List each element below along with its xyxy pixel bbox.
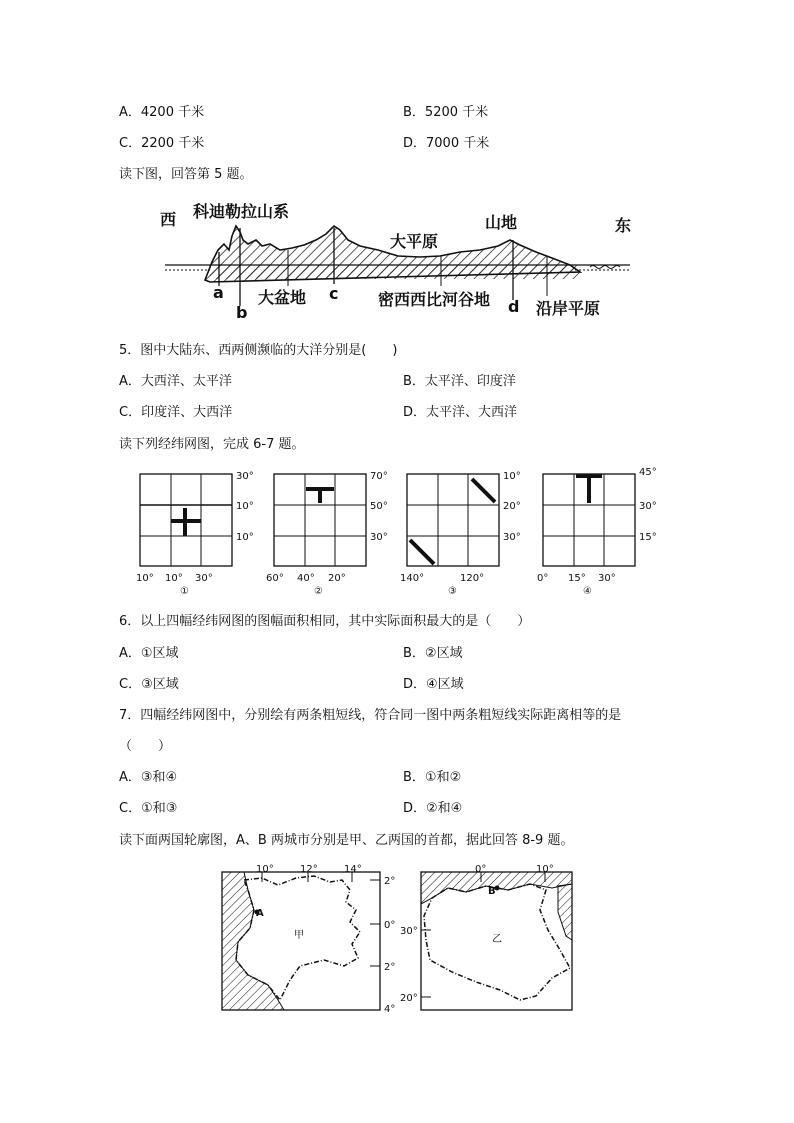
grid-4-lon-1: 0°	[537, 573, 549, 584]
grid-1-caption: ①	[180, 586, 189, 597]
left-map-city-label: A	[256, 908, 264, 919]
grid-1-lat-1: 30°	[236, 471, 254, 482]
q6-option-c: C．③区域	[119, 677, 179, 692]
q5-option-c: C．印度洋、大西洋	[119, 405, 233, 420]
grid-4-lon-2: 15°	[568, 573, 586, 584]
q5-option-b: B．太平洋、印度洋	[403, 374, 516, 389]
grid-4-lat-3: 15°	[639, 532, 657, 543]
q7-stem: 7．四幅经纬网图中，分别绘有两条粗短线，符合同一图中两条粗短线实际距离相等的是	[119, 708, 622, 723]
profile-cordillera-label: 科迪勒拉山系	[193, 202, 290, 221]
right-map-lon-1: 0°	[475, 864, 487, 875]
q5-stem: 5．图中大陆东、西两侧濒临的大洋分别是( )	[119, 343, 398, 358]
profile-coastal-label: 沿岸平原	[536, 299, 601, 318]
q4-option-d: D．7000 千米	[403, 136, 490, 151]
intro-q6-7: 读下列经纬网图，完成 6-7 题。	[119, 437, 305, 452]
left-map-lon-3: 14°	[344, 864, 362, 875]
grid-1-lat-3: 10°	[236, 532, 254, 543]
q6-stem: 6．以上四幅经纬网图的图幅面积相同，其中实际面积最大的是（ ）	[119, 614, 531, 629]
q6-option-d: D．④区域	[403, 677, 464, 692]
grid-1-lat-2: 10°	[236, 501, 254, 512]
grid-3-lat-3: 30°	[503, 532, 521, 543]
grid-2-caption: ②	[314, 586, 323, 597]
profile-plain-label: 大平原	[390, 232, 439, 251]
q4-option-b: B．5200 千米	[403, 105, 489, 120]
left-map-lon-2: 12°	[300, 864, 318, 875]
left-map-country-label: 甲	[294, 930, 304, 941]
left-map-lon-1: 10°	[256, 864, 274, 875]
q6-option-a: A．①区域	[119, 646, 179, 661]
grid-2-lon-2: 40°	[297, 573, 315, 584]
q5-option-a: A．大西洋、太平洋	[119, 374, 232, 389]
grid-4-caption: ④	[583, 586, 592, 597]
q7-option-c: C．①和③	[119, 801, 178, 816]
profile-west-label: 西	[160, 210, 177, 229]
q4-option-c: C．2200 千米	[119, 136, 205, 151]
q7-option-d: D．②和④	[403, 801, 463, 816]
profile-marker-b: b	[236, 303, 248, 322]
right-map-city-label: B	[488, 886, 496, 897]
grid-2-lat-2: 50°	[370, 501, 388, 512]
grid-2-lon-3: 20°	[328, 573, 346, 584]
q6-option-b: B．②区域	[403, 646, 463, 661]
right-map-lat-1: 30°	[400, 926, 418, 937]
grid-3-lat-2: 20°	[503, 501, 521, 512]
grid-1-lon-2: 10°	[165, 573, 183, 584]
q7-option-b: B．①和②	[403, 770, 462, 785]
grid-2-lat-3: 30°	[370, 532, 388, 543]
right-map-country-label: 乙	[492, 934, 502, 945]
right-map-lon-2: 10°	[536, 864, 554, 875]
profile-east-label: 东	[615, 216, 632, 235]
profile-marker-c: c	[329, 284, 339, 303]
grid-3-lat-1: 10°	[503, 471, 521, 482]
grid-3-lon-2: 120°	[460, 573, 485, 584]
intro-q8-9: 读下面两国轮廓图，A、B 两城市分别是甲、乙两国的首都，据此回答 8-9 题。	[119, 833, 574, 848]
left-map-lat-3: 2°	[384, 962, 396, 973]
profile-basin-label: 大盆地	[258, 288, 307, 307]
left-map-lat-2: 0°	[384, 920, 396, 931]
grid-4-lat-1: 45°	[639, 467, 657, 478]
q5-option-d: D．太平洋、大西洋	[403, 405, 518, 420]
q4-option-a: A．4200 千米	[119, 105, 205, 120]
profile-marker-d: d	[508, 297, 520, 316]
grid-3-lon-1: 140°	[400, 573, 425, 584]
grid-3-caption: ③	[448, 586, 457, 597]
intro-q5: 读下图，回答第 5 题。	[119, 167, 253, 182]
grid-1-lon-3: 30°	[195, 573, 213, 584]
grid-1-lon-1: 10°	[136, 573, 154, 584]
q7-stem-bracket: （ ）	[119, 739, 172, 754]
profile-valley-label: 密西西比河谷地	[378, 290, 491, 309]
right-map-lat-2: 20°	[400, 993, 418, 1004]
grid-4-lat-2: 30°	[639, 501, 657, 512]
grid-2-lat-1: 70°	[370, 471, 388, 482]
left-map-lat-4: 4°	[384, 1004, 396, 1015]
profile-mountain-label: 山地	[485, 213, 518, 232]
grid-2-lon-1: 60°	[266, 573, 284, 584]
grid-4-lon-3: 30°	[598, 573, 616, 584]
profile-marker-a: a	[213, 283, 224, 302]
q7-option-a: A．③和④	[119, 770, 178, 785]
left-map-lat-1: 2°	[384, 876, 396, 887]
